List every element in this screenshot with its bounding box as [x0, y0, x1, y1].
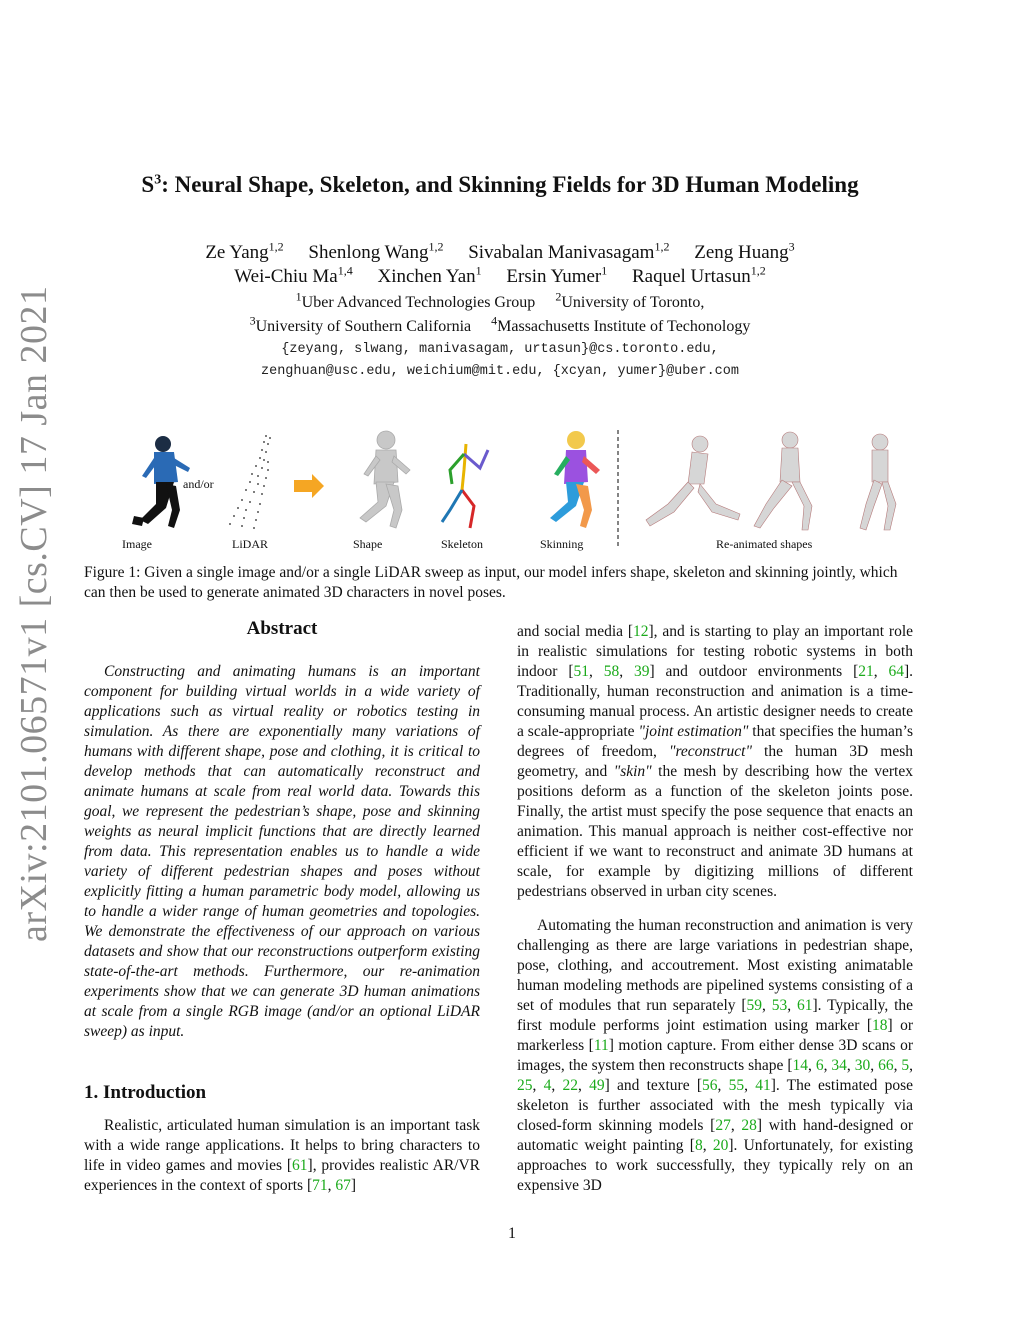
author: Raquel Urtasun$^{1,2}$: [631, 264, 766, 288]
intro-heading: 1. Introduction: [84, 1082, 207, 1103]
reanimated-shape-2: [754, 432, 812, 530]
reanimated-shape-1: [646, 436, 740, 526]
arrow-right-icon: [294, 474, 324, 498]
label-shape: Shape: [353, 537, 383, 551]
author: Wei-Chiu Ma$^{1,4}$: [234, 264, 353, 288]
email-line-1: {zeyang, slwang, manivasagam, urtasun}@cs.toronto.edu,: [281, 342, 719, 357]
email-line-2: zenghuan@usc.edu, weichium@mit.edu, {xcyan, yumer}@uber.com: [261, 364, 739, 379]
authors-line-2: [60, 264, 940, 288]
author: Ze Yang$^{1,2}$: [205, 240, 284, 264]
affiliations-line-1: $^1$Uber Advanced Technologies Group $^2$University of Toronto,: [295, 290, 705, 312]
reanimated-shape-3: [860, 434, 896, 530]
label-skinning: Skinning: [540, 537, 584, 551]
abstract-heading: Abstract: [246, 618, 318, 639]
skinning-mesh: [550, 431, 600, 528]
label-image: Image: [122, 537, 152, 551]
arxiv-identifier: arXiv:2101.06571v1 [cs.CV] 17 Jan 2021: [13, 285, 55, 942]
author: Xinchen Yan$^1$: [377, 264, 482, 288]
authors-line-1: [60, 240, 940, 264]
author: Sivabalan Manivasagam$^{1,2}$: [468, 240, 670, 264]
runner-photo: [132, 436, 190, 528]
label-lidar: LiDAR: [232, 537, 268, 551]
skeleton: [442, 444, 488, 528]
right-paragraph-2: Automating the human reconstruction and animation is very challenging as there are large variations in pedestrian shape, pose, clothing, and accoutrement. Most existing animatable human modeling methods are pipelined systems consisting of a set of modules that run separately [59, 53, 61]. Typically, the first module performs joint estimation using marker [18] or markerless [11] motion capture. From either dense 3D scans or images, the system then reconstructs shape [14, 6, 34, 30, 66, 5, 25, 4, 22, 49] and texture [56, 55, 41]. The estimated pose skeleton is further associated with the mesh typically via closed-form skinning models [27, 28] with hand-designed or automatic weight painting [8, 20]. Unfortunately, for existing approaches to work successfully, they typically rely on an expensive 3D: [517, 917, 914, 1194]
author: Zeng Huang$^3$: [694, 240, 795, 264]
andor-label: and/or: [183, 477, 214, 491]
abstract-text: Constructing and animating humans is an important component for building virtual worlds in a wide variety of applications such as virtual reality or robotics testing in simulation. As there are exponentially many variations of humans with different shape, pose and clothing, it is critical to develop methods that can automatically reconstruct and animate humans at scale from real world data. Towards this goal, we represent the pedestrian’s shape, pose and skinning weights as neural implicit functions that are directly learned from data. This representation enables us to handle a wide variety of different pedestrian shapes and poses without explicitly fitting a human parametric body model, allowing us to handle a wider range of human geometries and topologies. We demonstrate the effectiveness of our approach on various datasets and show that our reconstructions outperform existing state-of-the-art methods. Furthermore, our re-animation experiments show that we can generate 3D human animations at scale from a single RGB image (and/or an optional LiDAR sweep) as input.: [84, 663, 480, 1040]
figure-1: [80, 430, 940, 560]
author: Shenlong Wang$^{1,2}$: [308, 240, 444, 264]
right-paragraph-1: and social media [12], and is starting to play an important role in realistic simulations for testing robotic systems in both indoor [51, 58, 39] and outdoor environments [21, 64]. Traditionally, human reconstruction and animation is a time-consuming manual process. An artistic designer needs to create a scale-appropriate "joint estimation" that specifies the human’s degrees of freedom, "reconstruct" the human 3D mesh geometry, and "skin" the mesh by describing how the vertex positions deform as a function of the skeleton joints pose. Finally, the artist must specify the pose sequence that enacts an animation. This manual approach is neither cost-effective nor efficient if we want to reconstruct and animate 3D humans at scale, for example by digitizing millions of different pedestrians observed in urban city scenes.: [517, 623, 914, 900]
paper-title: $S^3$: Neural Shape, Skeleton, and Skinning Fields for 3D Human Modeling: [141, 172, 859, 197]
shape-mesh: [360, 431, 410, 528]
author: Ersin Yumer$^1$: [506, 264, 608, 288]
affiliations-line-2: $^3$University of Southern California $^4$Massachusetts Institute of Techonology: [249, 314, 751, 336]
label-skeleton: Skeleton: [441, 537, 483, 551]
intro-paragraph-1: Realistic, articulated human simulation is an important task with a wide range applications. It helps to bring characters to life in video games and movies [61], provides realistic AR/VR experiences in the context of sports [71, 67]: [84, 1117, 480, 1194]
label-reanimated: Re-animated shapes: [716, 537, 813, 551]
page-number: 1: [508, 1225, 516, 1242]
lidar-points: [229, 435, 271, 529]
figure-caption: Figure 1: Given a single image and/or a single LiDAR sweep as input, our model infers shape, skeleton and skinning jointly, which can then be used to generate animated 3D characters in novel poses.: [84, 564, 898, 601]
